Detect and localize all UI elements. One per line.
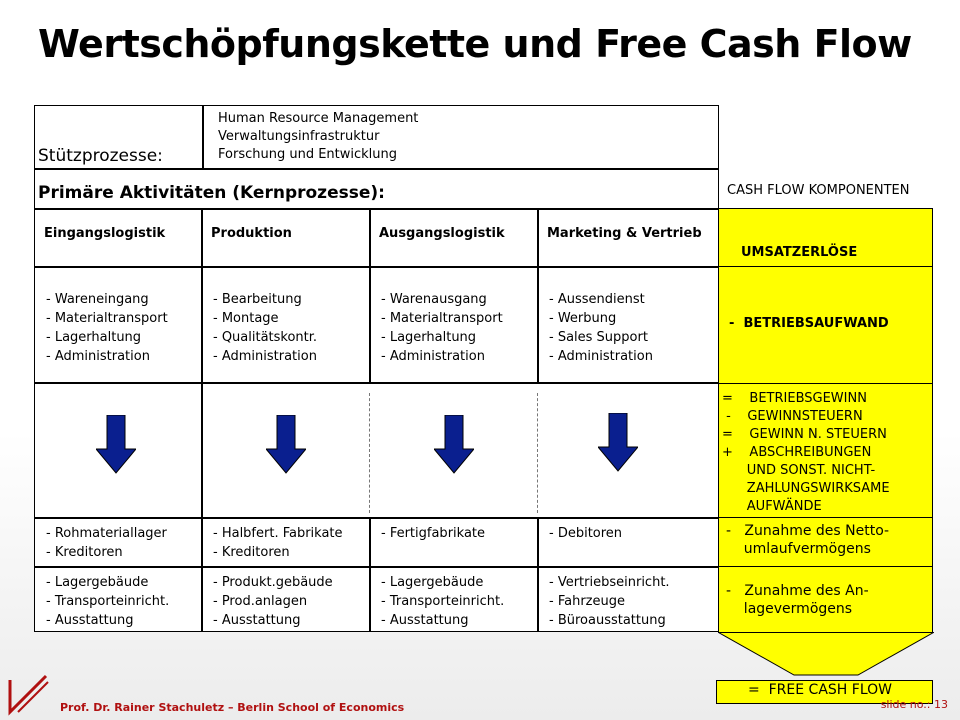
slide-number: slide no.: 13 bbox=[880, 698, 948, 711]
working-capital-list: - Fertigfabrikate bbox=[381, 526, 486, 541]
support-item: Human Resource Management bbox=[218, 111, 419, 126]
divider bbox=[34, 168, 719, 170]
divider bbox=[34, 382, 719, 384]
cashflow-expense: - BETRIEBSAUFWAND bbox=[729, 316, 889, 331]
column-header-ausgangslogistik: Ausgangslogistik bbox=[379, 226, 505, 241]
working-capital-list: - Debitoren bbox=[549, 526, 623, 541]
logo-icon bbox=[6, 672, 50, 716]
column-header-marketing-vertrieb: Marketing & Vertrieb bbox=[547, 226, 702, 241]
column-separator bbox=[537, 517, 539, 632]
down-arrow-icon bbox=[96, 415, 136, 475]
dashed-separator bbox=[537, 393, 538, 513]
activity-list: - Warenausgang - Materialtransport - Lagerhaltung - Administration bbox=[381, 292, 503, 364]
fixed-assets-list: - Produkt.gebäude - Prod.anlagen - Ausstattung bbox=[213, 575, 333, 628]
cashflow-revenue: UMSATZERLÖSE bbox=[741, 245, 858, 260]
column-separator bbox=[369, 517, 371, 632]
column-header-eingangslogistik: Eingangslogistik bbox=[44, 226, 166, 241]
divider bbox=[34, 266, 719, 268]
working-capital-list: - Rohmateriallager - Kreditoren bbox=[46, 526, 167, 560]
cashflow-heading: CASH FLOW KOMPONENTEN bbox=[727, 183, 910, 198]
support-box bbox=[202, 105, 204, 168]
footer-author: Prof. Dr. Rainer Stachuletz – Berlin School of Economics bbox=[60, 701, 405, 714]
activity-list: - Wareneingang - Materialtransport - Lagerhaltung - Administration bbox=[46, 292, 168, 364]
divider bbox=[34, 517, 719, 519]
cashflow-profit-block: = BETRIEBSGEWINN - GEWINNSTEUERN = GEWINN N. STEUERN + ABSCHREIBUNGEN UND SONST. NICHT- ZAHLUNGSWIRKSAME AUFWÄNDE bbox=[722, 391, 890, 514]
support-list bbox=[210, 110, 535, 166]
column-header-produktion: Produktion bbox=[211, 226, 292, 241]
working-capital-list: - Halbfert. Fabrikate - Kreditoren bbox=[213, 526, 343, 560]
down-arrow-icon bbox=[266, 415, 306, 475]
cashflow-down-chevron bbox=[718, 632, 934, 676]
activity-list: - Bearbeitung - Montage - Qualitätskontr. - Administration bbox=[213, 292, 318, 364]
divider bbox=[34, 208, 719, 210]
support-label: Stützprozesse: bbox=[38, 146, 163, 166]
column-separator bbox=[201, 208, 203, 632]
support-item: Forschung und Entwicklung bbox=[218, 147, 398, 162]
activity-list: - Aussendienst - Werbung - Sales Support - Administration bbox=[549, 292, 653, 364]
primary-label: Primäre Aktivitäten (Kernprozesse): bbox=[38, 183, 385, 203]
column-separator bbox=[369, 208, 371, 383]
page-title: Wertschöpfungskette und Free Cash Flow bbox=[38, 22, 912, 66]
cashflow-nwc: - Zunahme des Netto- umlaufvermögens bbox=[726, 523, 890, 557]
divider bbox=[34, 566, 719, 568]
support-item: Verwaltungsinfrastruktur bbox=[218, 129, 380, 144]
free-cash-flow-label: = FREE CASH FLOW bbox=[748, 682, 892, 698]
fixed-assets-list: - Lagergebäude - Transporteinricht. - Ausstattung bbox=[46, 575, 170, 628]
fixed-assets-list: - Vertriebseinricht. - Fahrzeuge - Büroausstattung bbox=[549, 575, 670, 628]
down-arrow-icon bbox=[598, 413, 638, 473]
cashflow-capex: - Zunahme des An- lagevermögens bbox=[726, 583, 869, 617]
down-arrow-icon bbox=[434, 415, 474, 475]
dashed-separator bbox=[369, 393, 370, 513]
column-separator bbox=[537, 208, 539, 383]
fixed-assets-list: - Lagergebäude - Transporteinricht. - Ausstattung bbox=[381, 575, 505, 628]
